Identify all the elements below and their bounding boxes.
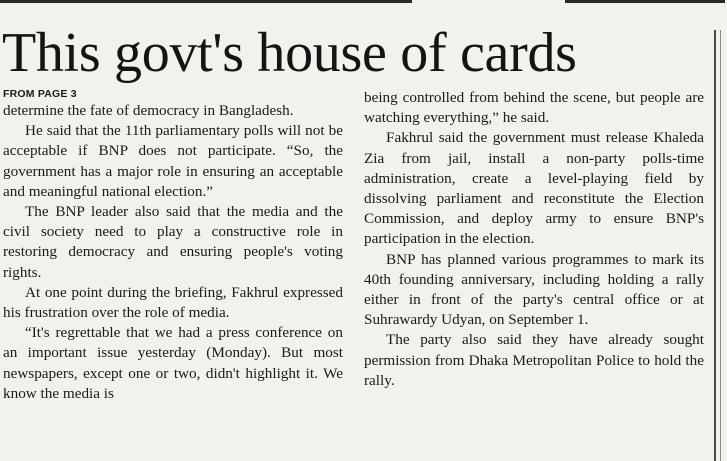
column-divider-rule-thin bbox=[720, 30, 721, 461]
paragraph: “It's regrettable that we had a press conference on an important issue yesterday (Monday). But most newspapers, except one or two, didn't highlight it. We know the media is bbox=[3, 324, 343, 402]
column-divider-rule bbox=[714, 30, 716, 461]
left-column bbox=[3, 88, 343, 404]
article-headline: This govt's house of cards bbox=[2, 22, 577, 84]
paragraph: Fakhrul said the government must release Khaleda Zia from jail, install a non-party polls-time administration, create a level-playing field by dissolving parliament and reconstitute the Election Commission, and deploy army to ensure BNP's participation in the election. bbox=[364, 129, 704, 248]
paragraph: He said that the 11th parliamentary polls will not be acceptable if BNP does not participate. “So, the government has a major role in ensuring an acceptable and meaningful national election.” bbox=[3, 122, 343, 200]
paragraph: At one point during the briefing, Fakhrul expressed his frustration over the role of media. bbox=[3, 283, 343, 322]
paragraph: The BNP leader also said that the media and the civil society need to play a constructive role in restoring democracy and ensuring people's voting rights. bbox=[3, 203, 343, 281]
paragraph: The party also said they have already sought permission from Dhaka Metropolitan Police to hold the rally. bbox=[364, 331, 704, 389]
top-rule bbox=[0, 0, 412, 3]
jump-line: FROM PAGE 3 bbox=[3, 88, 77, 100]
paragraph: determine the fate of democracy in Bangladesh. bbox=[3, 102, 294, 119]
paragraph: being controlled from behind the scene, but people are watching everything,” he said. bbox=[364, 89, 704, 127]
paragraph: BNP has planned various programmes to mark its 40th founding anniversary, including holding a rally either in front of the party's central office or at Suhrawardy Udyan, on September 1. bbox=[364, 250, 704, 329]
top-rule-right bbox=[565, 0, 725, 3]
right-column bbox=[364, 88, 704, 391]
